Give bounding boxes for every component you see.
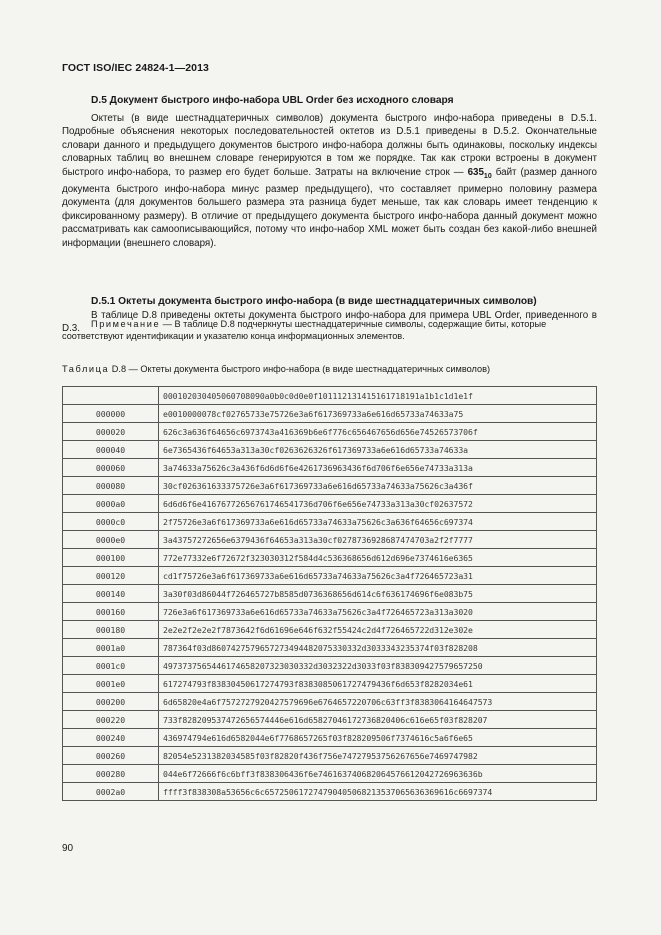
subsection-title: D.5.1 Октеты документа быстрого инфо-набора (в виде шестнадцатеричных символов) [91, 296, 537, 307]
header-hex-cell: 000102030405060708090a0b0c0d0e0f101112131415161718191a1b1c1d1e1f [159, 387, 597, 405]
row-offset: 000140 [63, 585, 159, 603]
row-offset: 0001e0 [63, 675, 159, 693]
row-hex-octets: 82054e5231382034585f03f82820f436f756e74727953756267656e7469747982 [159, 747, 597, 765]
row-offset: 000060 [63, 459, 159, 477]
row-offset: 0000c0 [63, 513, 159, 531]
note-label: Примечание [91, 319, 161, 329]
row-offset: 000180 [63, 621, 159, 639]
section-title: D.5 Документ быстрого инфо-набора UBL Order без исходного словаря [91, 95, 454, 106]
row-hex-octets: 3a74633a75626c3a436f6d6d6f6e4261736963436f6d706f6e656e74733a313a [159, 459, 597, 477]
table-row [63, 621, 597, 639]
table-row [63, 639, 597, 657]
row-hex-octets: 4973737565446174658207323030332d3032322d3033f03f838309427579657250 [159, 657, 597, 675]
row-hex-octets: 626c3a636f64656c6973743a416369b6e6f776c656467656d656e74526573706f [159, 423, 597, 441]
note [62, 318, 597, 343]
table-row [63, 531, 597, 549]
row-offset: 000120 [63, 567, 159, 585]
row-offset: 000220 [63, 711, 159, 729]
table-row [63, 567, 597, 585]
table-caption-text: D.8 — Октеты документа быстрого инфо-набора (в виде шестнадцатеричных символов) [109, 364, 491, 374]
row-hex-octets: 30cf026361633375726e3a6f617369733a6e616d65733a74633a75626c3a436f [159, 477, 597, 495]
row-hex-octets: 2f75726e3a6f617369733a6e616d65733a74633a75626c3a636f64656c697374 [159, 513, 597, 531]
section-paragraph [62, 112, 597, 250]
row-hex-octets: ffff3f838308a53656c6c657250617274790405068213537065636369616c6697374 [159, 783, 597, 801]
row-offset: 000260 [63, 747, 159, 765]
document-header: ГОСТ ISO/IEC 24824-1—2013 [62, 62, 209, 74]
table-row [63, 549, 597, 567]
subsection-paragraph-text: В таблице D.8 приведены октеты документа быстрого инфо-набора для примера UBL Order, приведенного в D.3. [62, 310, 597, 335]
row-offset: 0001c0 [63, 657, 159, 675]
table-row [63, 711, 597, 729]
row-hex-octets: 044e6f72666f6c6bff3f838306436f6e746163740682064576612042726963636b [159, 765, 597, 783]
row-offset: 000200 [63, 693, 159, 711]
byte-count-value: $635_{10}$ [467, 166, 492, 180]
table-row [63, 405, 597, 423]
row-hex-octets: 3a43757272656e6379436f64653a313a30cf0278736928687474703a2f2f7777 [159, 531, 597, 549]
table-row [63, 765, 597, 783]
row-offset: 0000a0 [63, 495, 159, 513]
row-hex-octets: e0010000078cf02765733e75726e3a6f617369733a6e616d65733a74633a75 [159, 405, 597, 423]
table-row [63, 747, 597, 765]
paragraph-text-before: Октеты (в виде шестнадцатеричных символов) документа быстрого инфо-набора приведены в D.5.1. Подробные объяснения некоторых последовательностей октетов из D.5.1 приведены в D.5.2. Окончательные словари данного и предыдущего документов быстрого инфо-набора должны быть одинаковы, поскольку индексы словарных таблиц во внешнем словаре генерируются в том же порядке. Так как строки встроены в документ быстрого инфо-набора, то размер его будет больше. Затраты на включение строк — [62, 113, 597, 178]
table-row [63, 729, 597, 747]
row-offset: 000100 [63, 549, 159, 567]
table-caption-label: Таблица [62, 364, 110, 374]
page-number: 90 [62, 843, 74, 854]
paragraph-text-after: байт (размер данного документа быстрого инфо-набора минус размер предыдущего), что составляет примерно половину размера документа (для документов большего размера эта разница будет меньше, так как словарь имеет тенденцию к фиксированному размеру). В отличие от предыдущего документа быстрого инфо-набора данный документ можно рассматривать как самоописывающийся, потому что инфо-набор XML может быть создан без какой-либо внешней информации (внешнего словаря). [62, 166, 597, 249]
row-hex-octets: 436974794e616d6582044e6f7768657265f03f828209506f7374616c5a6f6e65 [159, 729, 597, 747]
row-hex-octets: 726e3a6f617369733a6e616d65733a74633a75626c3a4f726465723a313a3020 [159, 603, 597, 621]
row-offset: 000240 [63, 729, 159, 747]
row-hex-octets: cd1f75726e3a6f617369733a6e616d65733a74633a75626c3a4f726465723a31 [159, 567, 597, 585]
row-offset: 0000e0 [63, 531, 159, 549]
table-row [63, 423, 597, 441]
row-hex-octets: 2e2e2f2e2e2f7873642f6d61696e646f632f55424c2d4f726465722d312e302e [159, 621, 597, 639]
row-hex-octets: 617274793f83830450617274793f8383085061727479436f6d653f8282034e61 [159, 675, 597, 693]
header-offset-cell [63, 387, 159, 405]
row-offset: 0001a0 [63, 639, 159, 657]
table-row [63, 585, 597, 603]
table-row [63, 693, 597, 711]
table-row [63, 783, 597, 801]
row-hex-octets: 6e7365436f64653a313a30cf0263626326f617369733a6e616d65733a74633a [159, 441, 597, 459]
table-row [63, 495, 597, 513]
row-offset: 000160 [63, 603, 159, 621]
row-hex-octets: 787364f03d8607427579657273494482075330332d3033343235374f03f828208 [159, 639, 597, 657]
table-row [63, 675, 597, 693]
note-text: — В таблице D.8 подчеркнуты шестнадцатеричные символы, содержащие биты, которые соответствуют идентификации и указателю конца информационных элементов. [62, 319, 547, 342]
row-hex-octets: 772e77332e6f72672f323030312f584d4c536368656d612d696e7374616e6365 [159, 549, 597, 567]
hex-octets-table [62, 386, 597, 801]
table-row [63, 441, 597, 459]
table-header-row [63, 387, 597, 405]
row-hex-octets: 6d6d6f6e41676772656761746541736d706f6e656e74733a313a30cf02637572 [159, 495, 597, 513]
table-caption [62, 364, 490, 374]
table-row [63, 477, 597, 495]
row-offset: 000000 [63, 405, 159, 423]
row-hex-octets: 733f828209537472656574446e616d65827046172736820406c616e65f03f828207 [159, 711, 597, 729]
table-row [63, 603, 597, 621]
row-offset: 0002a0 [63, 783, 159, 801]
table-row [63, 459, 597, 477]
byte-count-base: 10 [483, 172, 492, 180]
table-row [63, 657, 597, 675]
row-offset: 000080 [63, 477, 159, 495]
row-offset: 000280 [63, 765, 159, 783]
row-offset: 000020 [63, 423, 159, 441]
table-row [63, 513, 597, 531]
row-offset: 000040 [63, 441, 159, 459]
row-hex-octets: 3a30f03d86044f726465727b8585d0736368656d614c6f636174696f6e083b75 [159, 585, 597, 603]
row-hex-octets: 6d65820e4a6f7572727920427579696e6764657220706c63ff3f8383064164647573 [159, 693, 597, 711]
